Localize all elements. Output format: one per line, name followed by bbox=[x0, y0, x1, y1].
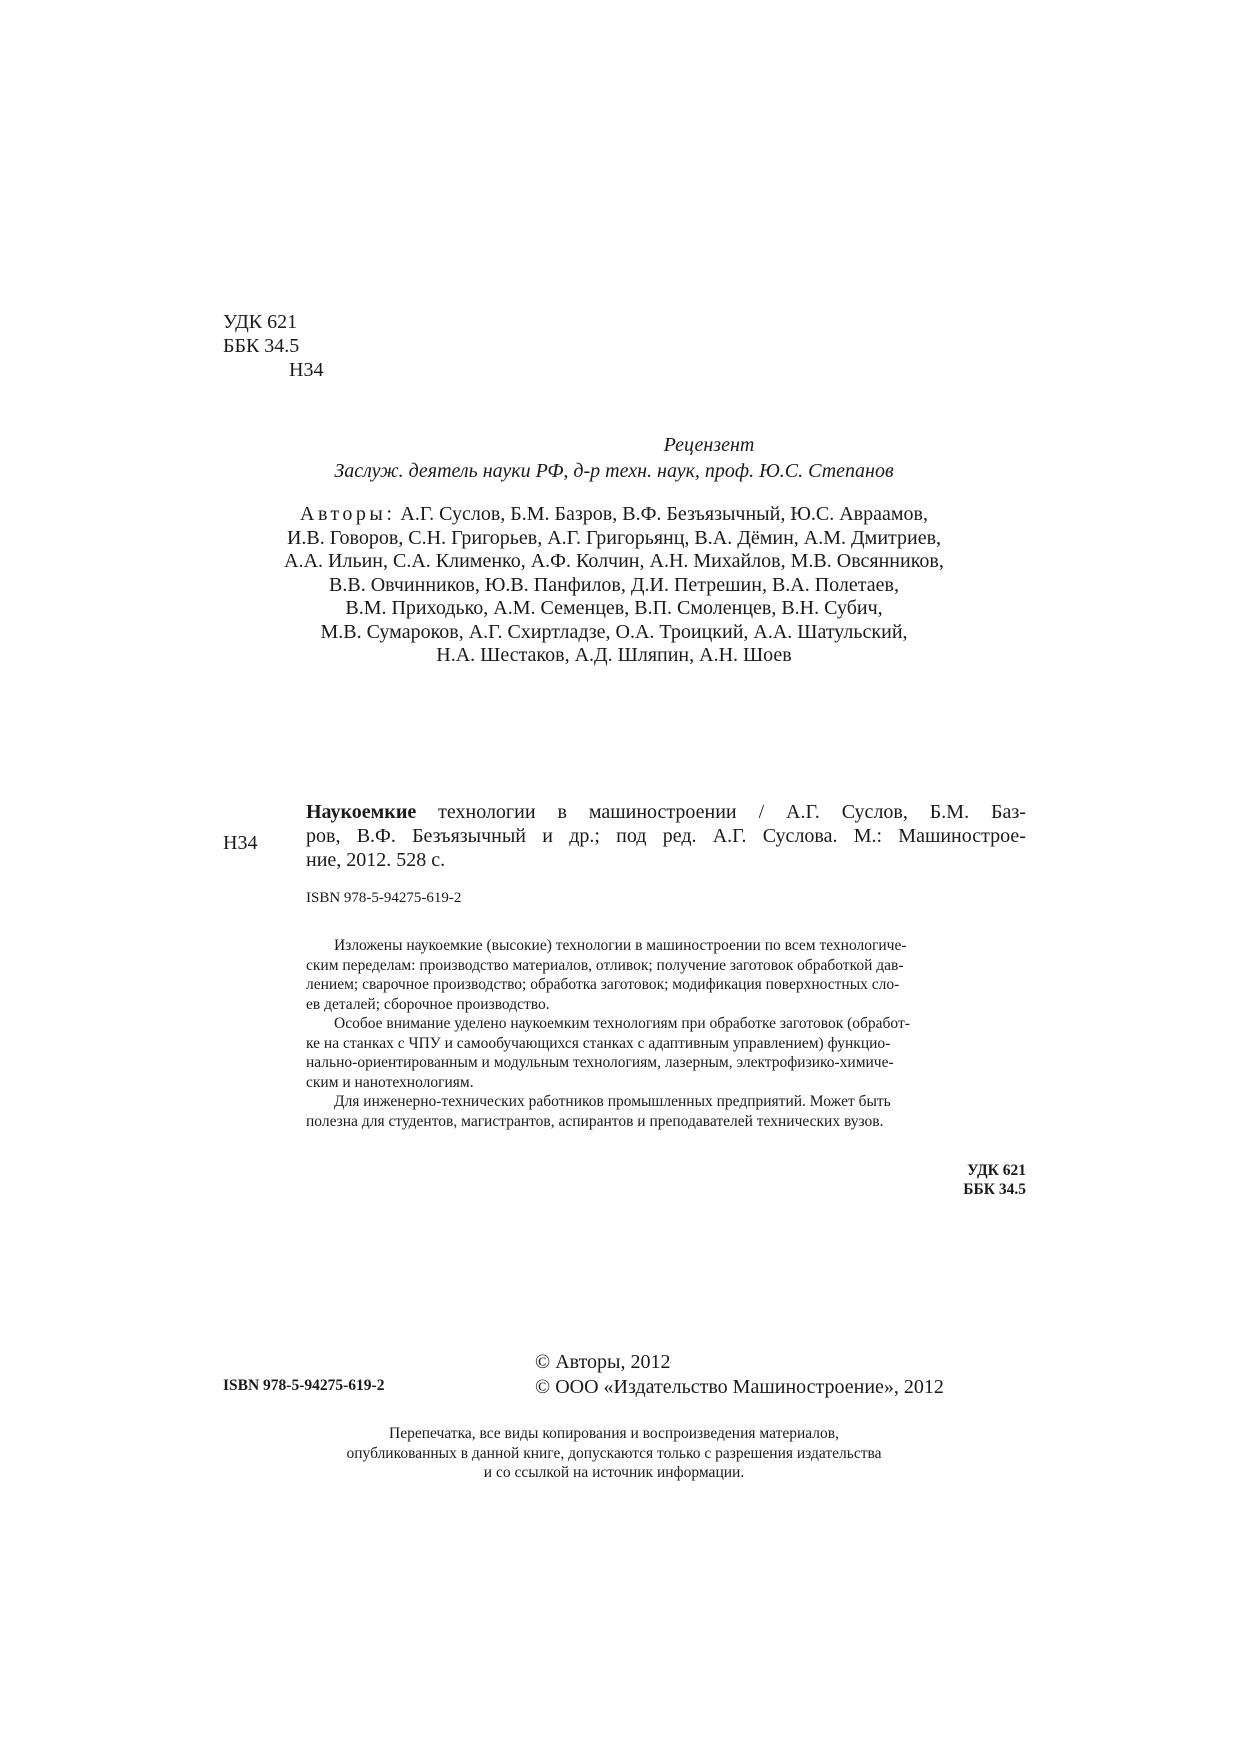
abstract-line: лением; сварочное производство; обработка заготовок; модификация поверхностных сло- bbox=[306, 976, 900, 993]
abstract-line: нально-ориентированным и модульным технологиям, лазерным, электрофизико-химиче- bbox=[306, 1054, 894, 1071]
abstract-line: ским и нанотехнологиям. bbox=[306, 1073, 474, 1091]
abstract-line: Для инженерно-технических работников промышленных предприятий. Может быть bbox=[334, 1093, 891, 1110]
abstract-line: Изложены наукоемкие (высокие) технологии в машиностроении по всем технологиче- bbox=[334, 937, 907, 954]
udk-bbk-right bbox=[880, 1161, 1026, 1199]
authors-line: И.В. Говоров, С.Н. Григорьев, А.Г. Григорьянц, В.А. Дёмин, А.М. Дмитриев, bbox=[286, 526, 942, 549]
isbn-small: ISBN 978-5-94275-619-2 bbox=[306, 890, 462, 906]
citation-line-2: ров, В.Ф. Безъязычный и др.; под ред. А.Г. Суслова. М.: Машинострое- bbox=[306, 825, 1026, 847]
authors-line: В.В. Овчинников, Ю.В. Панфилов, Д.И. Петрешин, В.А. Полетаев, bbox=[329, 573, 899, 596]
copyright-authors: © Авторы, 2012 bbox=[535, 1351, 671, 1373]
notice-line: опубликованных в данной книге, допускаются только с разрешения издательства bbox=[346, 1444, 882, 1462]
authors-line: В.М. Приходько, А.М. Семенцев, В.П. Смоленцев, В.Н. Субич, bbox=[345, 597, 883, 619]
notice-line: Перепечатка, все виды копирования и воспроизведения материалов, bbox=[389, 1425, 839, 1442]
bbk-right: ББК 34.5 bbox=[963, 1181, 1026, 1198]
reviewer-label: Рецензент bbox=[663, 434, 755, 456]
bibliographic-citation bbox=[306, 800, 1026, 872]
abstract-line: ев деталей; сборочное производство. bbox=[306, 995, 550, 1013]
reviewer-text: Заслуж. деятель науки РФ, д-р техн. наук, проф. Ю.С. Степанов bbox=[334, 460, 894, 482]
authors-label: Авторы: bbox=[300, 503, 396, 525]
authors-line: А.А. Ильин, С.А. Клименко, А.Ф. Колчин, А.Н. Михайлов, М.В. Овсянников, bbox=[284, 550, 944, 572]
authors-line: М.В. Сумароков, А.Г. Схиртладзе, О.А. Троицкий, А.А. Шатульский, bbox=[320, 620, 908, 643]
authors-line: Авторы: А.Г. Суслов, Б.М. Базров, В.Ф. Безъязычный, Ю.С. Авраамов, bbox=[300, 503, 928, 525]
authors-line: Н.А. Шестаков, А.Д. Шляпин, А.Н. Шоев bbox=[436, 644, 792, 666]
citation-code: Н34 bbox=[223, 832, 258, 854]
abstract-line: Особое внимание уделено наукоемким технологиям при обработке заготовок (обработ- bbox=[334, 1015, 910, 1032]
abstract bbox=[306, 936, 1026, 1131]
abstract-line: полезна для студентов, магистрантов, аспирантов и преподавателей технических вузов. bbox=[306, 1112, 884, 1130]
citation-bold-word: Наукоемкие bbox=[306, 801, 417, 823]
citation-line-3: ние, 2012. 528 с. bbox=[306, 849, 446, 871]
abstract-line: ским переделам: производство материалов, отливок; получение заготовок обработкой дав- bbox=[306, 956, 904, 974]
udk-code: УДК 621 bbox=[223, 311, 298, 333]
cutter-code: Н34 bbox=[289, 359, 324, 381]
authors-block bbox=[200, 503, 1028, 668]
notice-line: и со ссылкой на источник информации. bbox=[483, 1464, 745, 1481]
udk-right: УДК 621 bbox=[967, 1162, 1026, 1179]
bbk-code: ББК 34.5 bbox=[223, 335, 300, 357]
copyright-publisher: © ООО «Издательство Машиностроение», 2012 bbox=[535, 1376, 944, 1398]
copyright-block bbox=[535, 1350, 944, 1400]
classification-codes bbox=[223, 310, 323, 382]
reprint-notice bbox=[200, 1424, 1028, 1483]
abstract-line: ке на станках с ЧПУ и самообучающихся станках с адаптивным управлением) функцио- bbox=[306, 1034, 891, 1052]
reviewer-block bbox=[200, 432, 1028, 484]
isbn-bold: ISBN 978-5-94275-619-2 bbox=[223, 1377, 385, 1394]
citation-line-1: Наукоемкие технологии в машиностроении / А.Г. Суслов, Б.М. Баз- bbox=[306, 801, 1026, 823]
